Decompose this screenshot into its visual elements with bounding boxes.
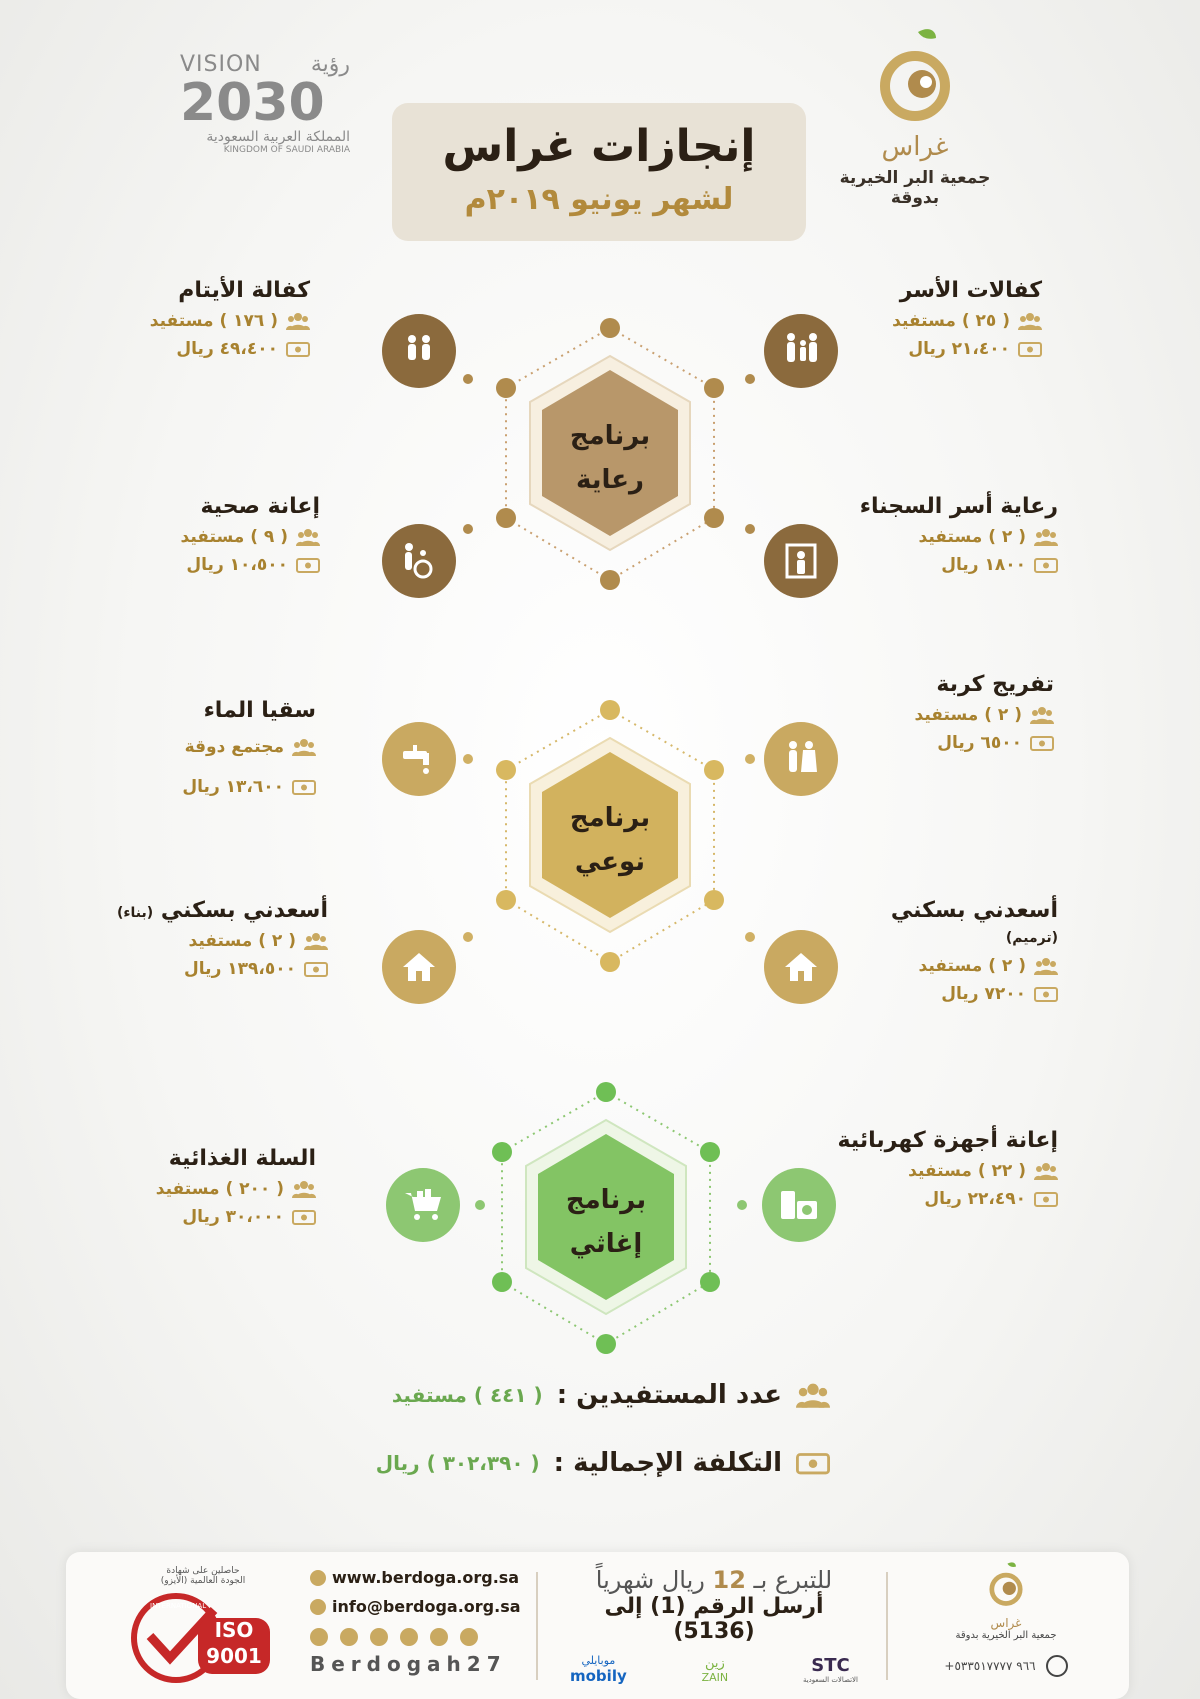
iso-top: حاصلين على شهادة (166, 1566, 240, 1576)
donate-line1-a: للتبرع بـ (753, 1566, 833, 1594)
vision-kingdom-en: KINGDOM OF SAUDI ARABIA (223, 145, 350, 155)
item-electrical-aid (832, 1128, 1058, 1209)
iso-number: 9001 (206, 1644, 262, 1668)
people-icon (292, 738, 316, 756)
cash-icon (304, 960, 328, 978)
item-cost: ٧٢٠٠ ريال (941, 984, 1026, 1004)
item-housing-build (108, 898, 328, 979)
item-cost: ١٠،٥٠٠ ريال (186, 555, 288, 575)
item-beneficiaries: ( ٢٢ ) مستفيد (908, 1161, 1026, 1181)
mobily-ar: موبايلي (581, 1654, 616, 1667)
cash-icon (1034, 556, 1058, 574)
item-cost: ٢٢،٤٩٠ ريال (924, 1189, 1026, 1209)
item-cost: ٢١،٤٠٠ ريال (908, 339, 1010, 359)
item-housing-repair (832, 898, 1058, 1004)
people-icon (304, 932, 328, 950)
website-link[interactable]: www.berdoga.org.sa (332, 1568, 520, 1587)
item-beneficiaries: ( ٢ ) مستفيد (918, 956, 1026, 976)
cash-icon (1018, 340, 1042, 358)
item-prisoners-families (832, 494, 1058, 575)
leaf-logo-icon (984, 1560, 1028, 1612)
item-cost: ٣٠،٠٠٠ ريال (182, 1207, 284, 1227)
whatsapp-icon (1046, 1655, 1068, 1677)
cash-icon (1034, 1190, 1058, 1208)
phone-number[interactable]: +٩٦٦ ٥٣٣٥١٧٧٧٧ (944, 1659, 1036, 1673)
wheelchair-icon (382, 524, 456, 598)
people-icon (1034, 528, 1058, 546)
zain-en: ZAIN (701, 1670, 729, 1684)
people-icon (296, 528, 320, 546)
item-relief-distress (832, 672, 1054, 753)
footer-logo-org: جمعية البر الخيرية بدوقة (955, 1630, 1057, 1641)
elderly-couple-icon (764, 722, 838, 796)
divider (886, 1572, 888, 1680)
item-beneficiaries: ( ٢ ) مستفيد (914, 705, 1022, 725)
cash-icon (796, 1450, 830, 1476)
program-special-line2: نوعي (574, 847, 646, 877)
house-repair-icon (764, 930, 838, 1004)
donate-line1-b: ريال شهرياً (595, 1566, 705, 1594)
orphans-icon (382, 314, 456, 388)
cash-icon (296, 556, 320, 574)
zain-logo (702, 1656, 729, 1684)
item-title: كفالات الأسر (899, 278, 1042, 303)
item-water-supply (96, 698, 316, 797)
item-title: إعانة أجهزة كهربائية (837, 1128, 1058, 1153)
snapchat-icon[interactable] (460, 1628, 478, 1646)
zain-ar: زين (704, 1655, 725, 1671)
item-beneficiaries: ( ٢٠٠ ) مستفيد (155, 1179, 284, 1199)
item-beneficiaries: ( ٩ ) مستفيد (180, 527, 288, 547)
donate-block (564, 1566, 864, 1685)
item-cost: ١٣،٦٠٠ ريال (182, 777, 284, 797)
item-beneficiaries: ( ٢ ) مستفيد (918, 527, 1026, 547)
contact-block (310, 1568, 560, 1676)
summary-beneficiaries-value: ( ٤٤١ ) مستفيد (391, 1383, 543, 1407)
item-cost: ١٣٩،٥٠٠ ريال (184, 959, 296, 979)
footer (66, 1552, 1129, 1699)
appliances-icon (762, 1168, 836, 1242)
item-health-aid (100, 494, 320, 575)
social-icons (310, 1628, 560, 1646)
people-icon (286, 312, 310, 330)
youtube-icon[interactable] (370, 1628, 388, 1646)
phone-row[interactable] (906, 1655, 1106, 1677)
item-title: سقيا الماء (203, 698, 316, 723)
google-plus-icon[interactable] (430, 1628, 448, 1646)
page-subtitle: لشهر يونيو ٢٠١٩م (464, 182, 734, 217)
cash-icon (286, 340, 310, 358)
stc-ar: الاتصالات السعودية (802, 1676, 858, 1684)
summary-cost-value: ( ٣٠٢،٣٩٠ ) ريال (375, 1451, 540, 1475)
mobily-en: mobily (570, 1667, 627, 1685)
item-title: أسعدني بسكني (890, 898, 1058, 923)
program-relief-line1: برنامج (565, 1185, 647, 1215)
program-special-line1: برنامج (569, 803, 651, 833)
iso-badge (128, 1566, 278, 1686)
cash-icon (292, 1208, 316, 1226)
donate-line2: أرسل الرقم (1) إلى (5136) (604, 1594, 824, 1644)
program-care-line2: رعاية (575, 465, 645, 495)
people-icon (796, 1382, 830, 1408)
website-row[interactable] (310, 1568, 560, 1587)
item-title: السلة الغذائية (168, 1146, 316, 1171)
iso-sub: الجودة العالمية (الأيزو) (160, 1576, 246, 1586)
item-title: تفريج كربة (936, 672, 1054, 697)
item-tag: (ترميم) (1005, 930, 1058, 946)
item-tag: (بناء) (116, 905, 154, 921)
item-family-sponsorship (832, 278, 1042, 359)
people-icon (292, 1180, 316, 1198)
vision-kingdom-ar: المملكة العربية السعودية (206, 129, 350, 145)
facebook-icon[interactable] (310, 1628, 328, 1646)
email-link[interactable]: info@berdoga.org.sa (332, 1597, 521, 1616)
item-beneficiaries: ( ٢٥ ) مستفيد (892, 311, 1010, 331)
item-title: رعاية أسر السجناء (859, 494, 1058, 519)
people-icon (1018, 312, 1042, 330)
cash-icon (1030, 734, 1054, 752)
item-cost: ٤٩،٤٠٠ ريال (176, 339, 278, 359)
people-icon (1030, 706, 1054, 724)
globe-icon (310, 1570, 326, 1586)
twitter-icon[interactable] (400, 1628, 418, 1646)
vision-ar: رؤية (310, 52, 350, 77)
social-handle: Berdogah27 (310, 1652, 507, 1676)
cash-icon (292, 778, 316, 796)
iso-ring: INTERNATIONAL (150, 1602, 207, 1610)
stc-en: STC (811, 1655, 850, 1676)
water-tap-icon (382, 722, 456, 796)
instagram-icon[interactable] (340, 1628, 358, 1646)
item-title: كفالة الأيتام (178, 278, 310, 303)
item-cost: ٦٥٠٠ ريال (937, 733, 1022, 753)
stc-logo (803, 1655, 858, 1684)
item-beneficiaries: مجتمع دوقة (184, 737, 284, 757)
cash-icon (1034, 985, 1058, 1003)
email-icon (310, 1599, 326, 1615)
page-title: إنجازات غراس (442, 121, 756, 172)
donate-amount: 12 (712, 1566, 746, 1594)
footer-logo (906, 1560, 1106, 1677)
item-food-basket (96, 1146, 316, 1227)
vision-en: VISION (180, 52, 262, 77)
family-icon (764, 314, 838, 388)
item-beneficiaries: ( ٢ ) مستفيد (188, 931, 296, 951)
divider (536, 1572, 538, 1680)
item-title: إعانة صحية (200, 494, 320, 519)
item-title: أسعدني بسكني (160, 898, 328, 923)
logo-org: جمعية البر الخيرية بدوقة (839, 168, 991, 208)
summary-beneficiaries (360, 1380, 830, 1410)
mobily-logo (570, 1654, 627, 1685)
item-orphan-sponsorship (90, 278, 310, 359)
summary-cost (360, 1448, 830, 1478)
iso-label: ISO (214, 1618, 254, 1642)
email-row[interactable] (310, 1597, 560, 1616)
summary-cost-label: التكلفة الإجمالية : (553, 1448, 782, 1478)
people-icon (1034, 1162, 1058, 1180)
item-beneficiaries: ( ١٧٦ ) مستفيد (149, 311, 278, 331)
summary-beneficiaries-label: عدد المستفيدين : (556, 1380, 782, 1410)
program-care-line1: برنامج (569, 421, 651, 451)
house-build-icon (382, 930, 456, 1004)
vision-year: 2030 (180, 73, 325, 133)
item-cost: ١٨٠٠ ريال (941, 555, 1026, 575)
carrier-logos (564, 1654, 864, 1685)
program-relief-line2: إغاثي (569, 1229, 643, 1259)
logo-name: غراس (881, 132, 949, 162)
food-cart-icon (386, 1168, 460, 1242)
prison-door-icon (764, 524, 838, 598)
footer-logo-name: غراس (990, 1616, 1022, 1630)
people-icon (1034, 957, 1058, 975)
